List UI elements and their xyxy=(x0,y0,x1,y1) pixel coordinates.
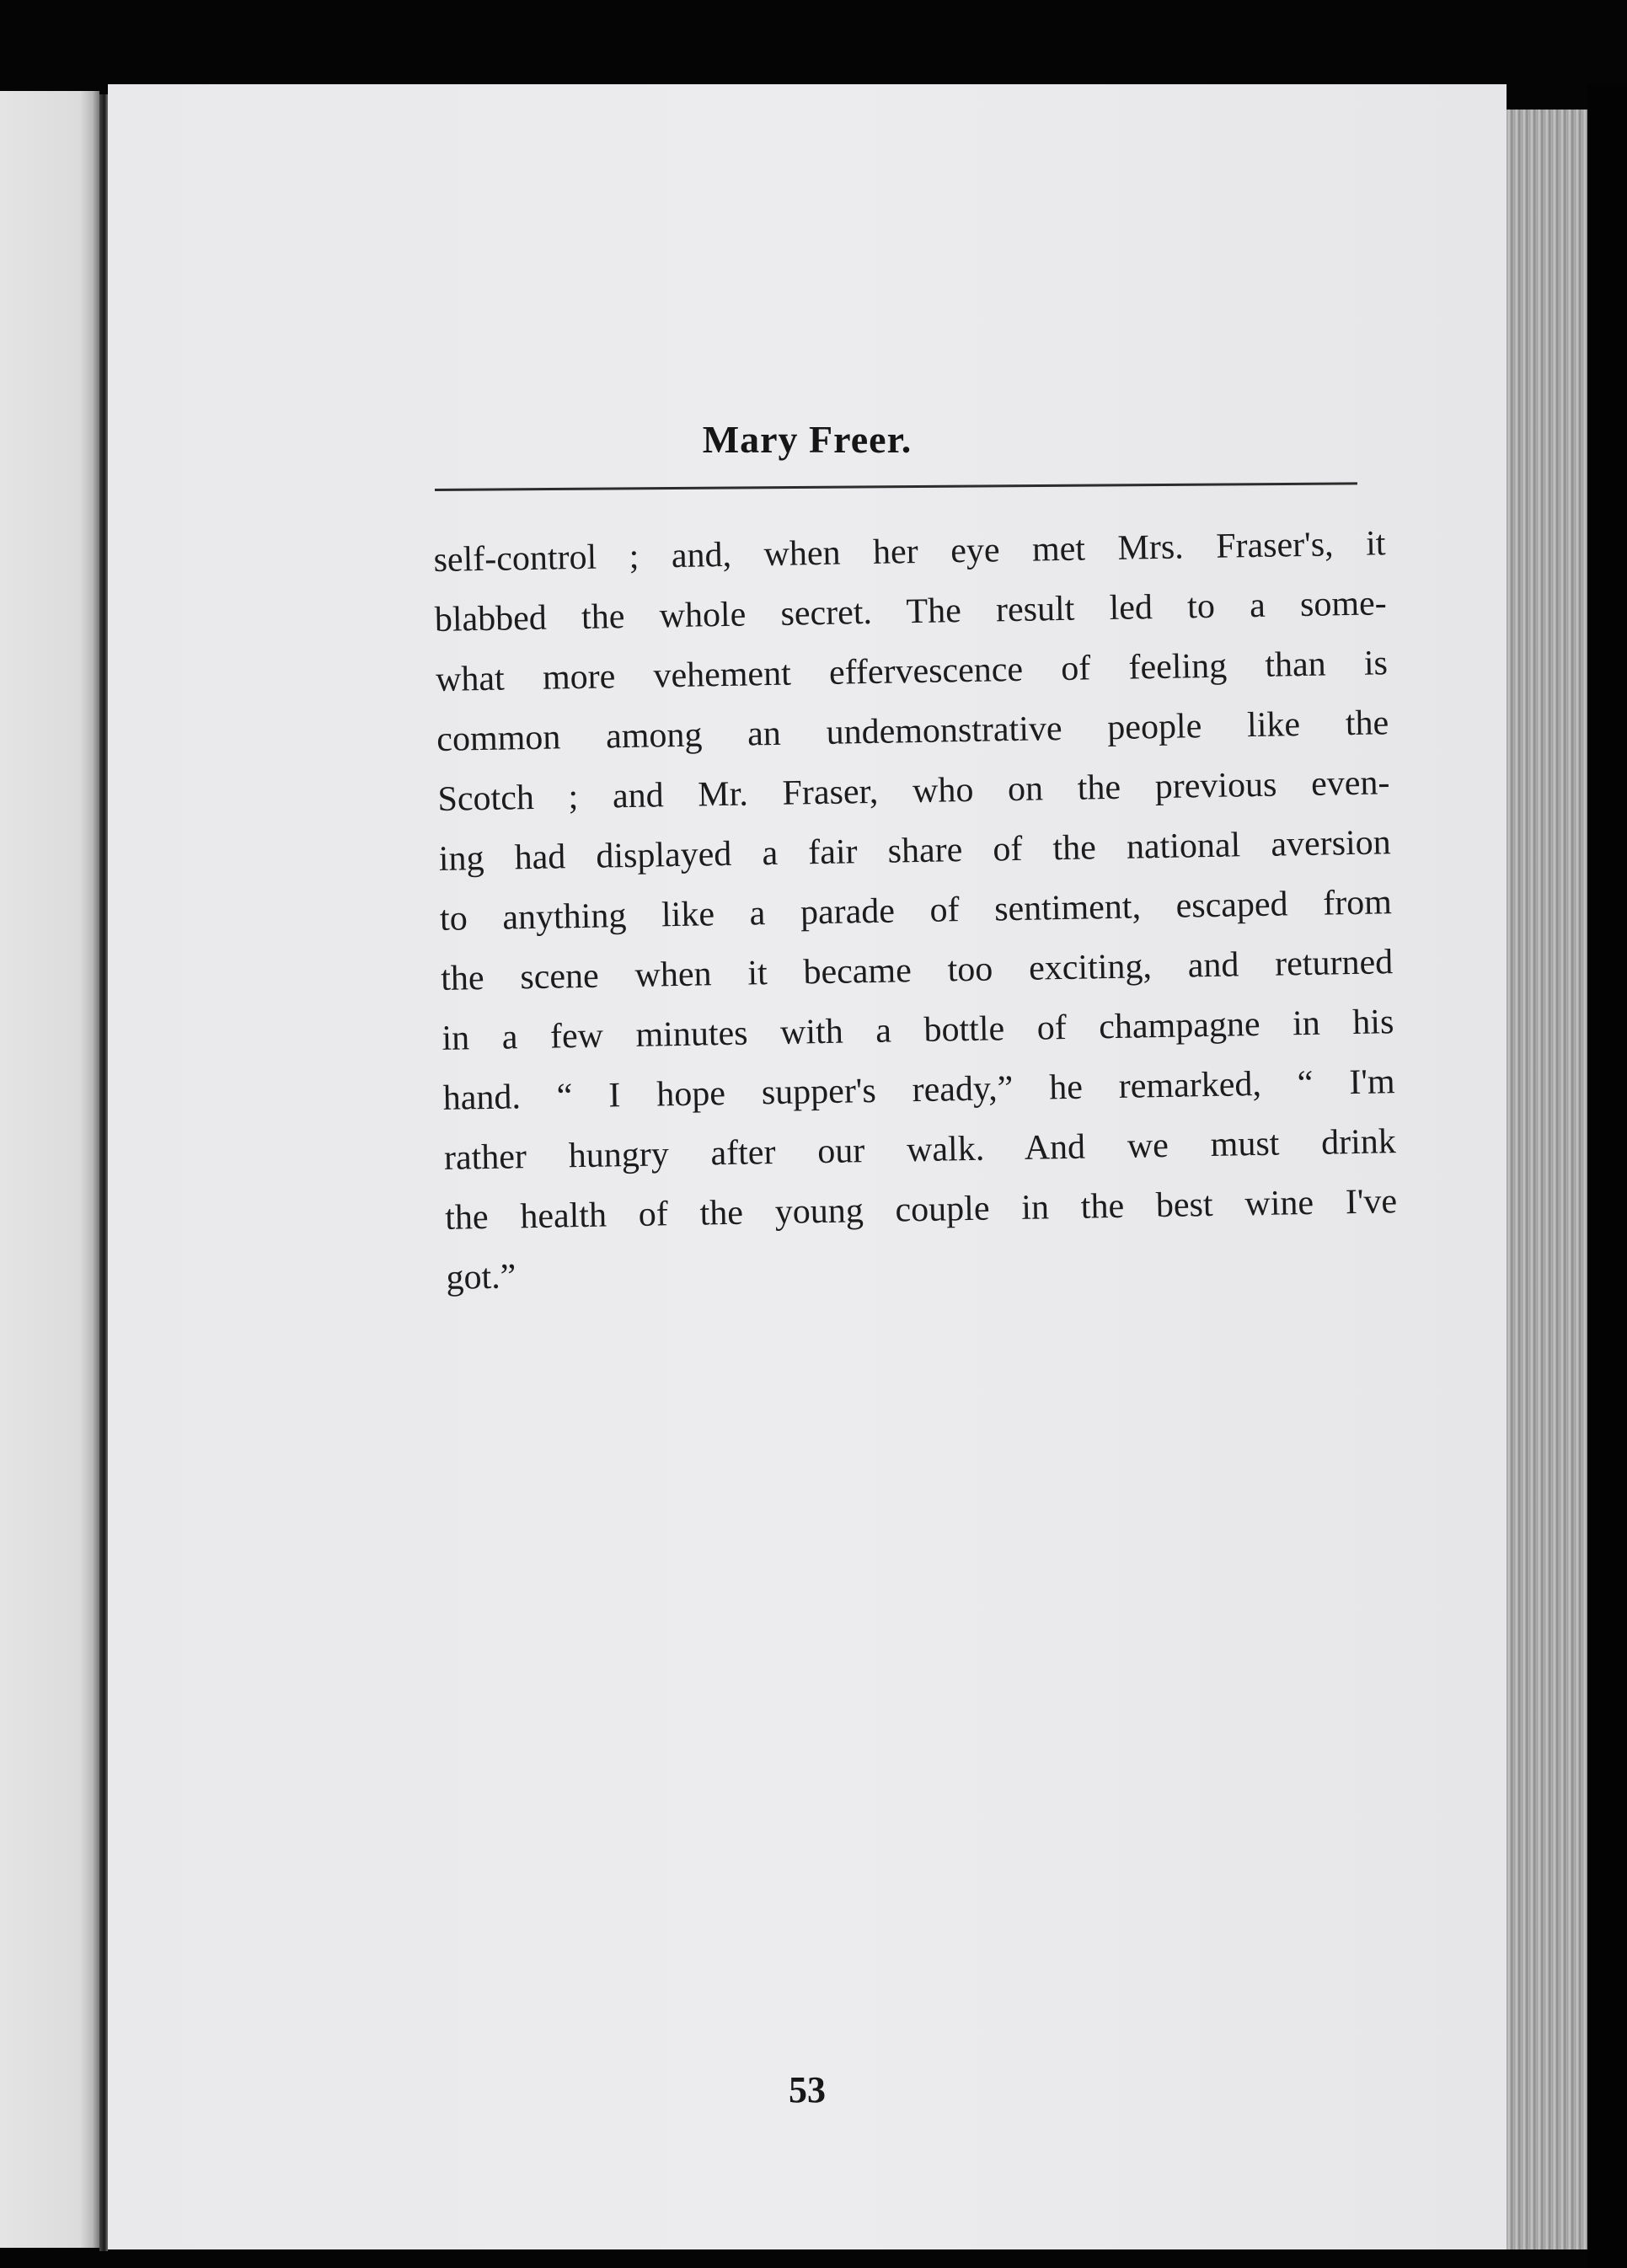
left-page-edge xyxy=(0,91,99,2248)
text-line: ing had displayed a fair share of the national aversion xyxy=(438,823,1392,879)
text-line: got.” xyxy=(446,1257,516,1297)
page-number: 53 xyxy=(789,2069,826,2110)
text-line: blabbed the whole secret. The result led to a some- xyxy=(434,584,1388,639)
page-stack-edge xyxy=(1507,110,1587,2249)
text-line: self-control ; and, when her eye met Mrs. Fraser's, it xyxy=(433,524,1386,580)
text-line: hand. “ I hope supper's ready,” he remarked, “ I'm xyxy=(442,1062,1395,1118)
text-line: common among an undemonstrative people like the xyxy=(436,703,1389,759)
text-line: the scene when it became too exciting, and returned xyxy=(440,943,1394,998)
header-rule xyxy=(435,482,1357,491)
scan-border xyxy=(1587,84,1627,2268)
book-gutter xyxy=(99,94,108,2251)
text-line: the health of the young couple in the best wine I've xyxy=(444,1182,1398,1238)
book-page xyxy=(108,84,1507,2249)
text-line: rather hungry after our walk. And we must drink xyxy=(443,1122,1397,1178)
text-line: to anything like a parade of sentiment, escaped from xyxy=(439,883,1393,939)
body-text xyxy=(433,514,1399,1308)
text-line: in a few minutes with a bottle of champagne in his xyxy=(442,1003,1394,1058)
running-head: Mary Freer. xyxy=(702,418,913,461)
text-line: what more vehement effervescence of feeling than is xyxy=(435,644,1389,699)
text-line: Scotch ; and Mr. Fraser, who on the previous even- xyxy=(437,763,1390,819)
